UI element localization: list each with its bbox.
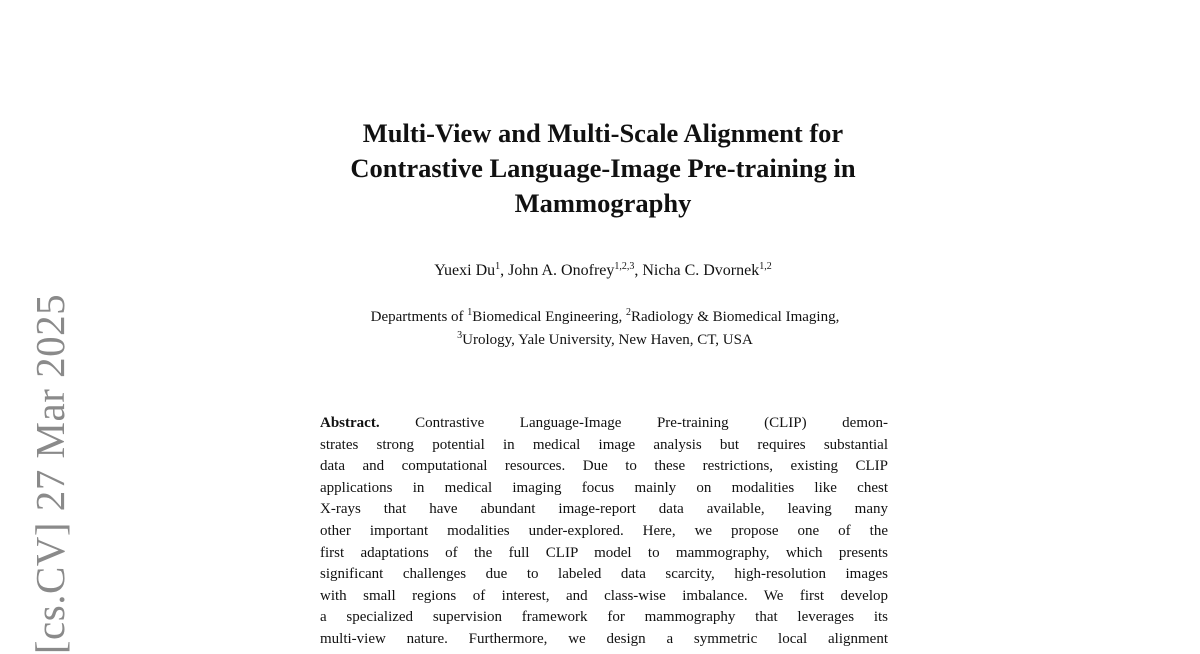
abstract-line: strates strong potential in medical image analysis but requires substantial (320, 436, 888, 453)
affil-mark: 2 (626, 307, 632, 318)
abstract-line: first adaptations of the full CLIP model to mammography, which presents (320, 544, 888, 561)
arxiv-stamp: [cs.CV] 27 Mar 2025 (27, 293, 73, 654)
abstract (320, 413, 888, 651)
affil-text: Biomedical Engineering, (472, 309, 627, 325)
author-name: John A. Onofrey (508, 262, 615, 279)
abstract-line: X-rays that have abundant image-report data available, leaving many (320, 501, 888, 518)
affil-mark: 1 (467, 307, 473, 318)
title-line: Contrastive Language-Image Pre-training in (350, 153, 856, 183)
abstract-label: Abstract. (320, 415, 380, 431)
affil-text: Radiology & Biomedical Imaging, (631, 309, 840, 325)
author-list: Yuexi Du$^1$, John A. Onofrey$^{1,2,3}$, Nicha C. Dvornek$^{1,2}$ (434, 261, 772, 279)
abstract-line: data and computational resources. Due to these restrictions, existing CLIP (320, 458, 888, 475)
author-affil-mark: 1 (495, 261, 501, 272)
affil-text: Urology, Yale University, New Haven, CT, USA (462, 332, 753, 348)
title-line: Mammography (514, 188, 692, 218)
author-affil-mark: 1,2,3 (614, 261, 635, 272)
affiliations (0, 306, 1200, 352)
affil-mark: 3 (457, 330, 463, 341)
abstract-line: with small regions of interest, and class-wise imbalance. We first develop (320, 587, 888, 604)
abstract-line (320, 413, 888, 435)
abstract-text: Contrastive Language-Image Pre-training (CLIP) demon- (379, 415, 888, 431)
abstract-line: multi-view nature. Furthermore, we design a symmetric local alignment (320, 630, 888, 647)
abstract-line: a specialized supervision framework for mammography that leverages its (320, 609, 888, 626)
affil-prefix: Departments of (370, 309, 468, 325)
abstract-line: other important modalities under-explored. Here, we propose one of the (320, 522, 888, 539)
author-name: Nicha C. Dvornek (642, 262, 760, 279)
paper-title (0, 116, 1200, 221)
author-name: Yuexi Du (434, 262, 496, 279)
title-line: Multi-View and Multi-Scale Alignment for (362, 118, 844, 148)
abstract-line: significant challenges due to labeled data scarcity, high-resolution images (320, 566, 888, 583)
abstract-line: applications in medical imaging focus mainly on modalities like chest (320, 479, 888, 496)
author-affil-mark: 1,2 (759, 261, 772, 272)
